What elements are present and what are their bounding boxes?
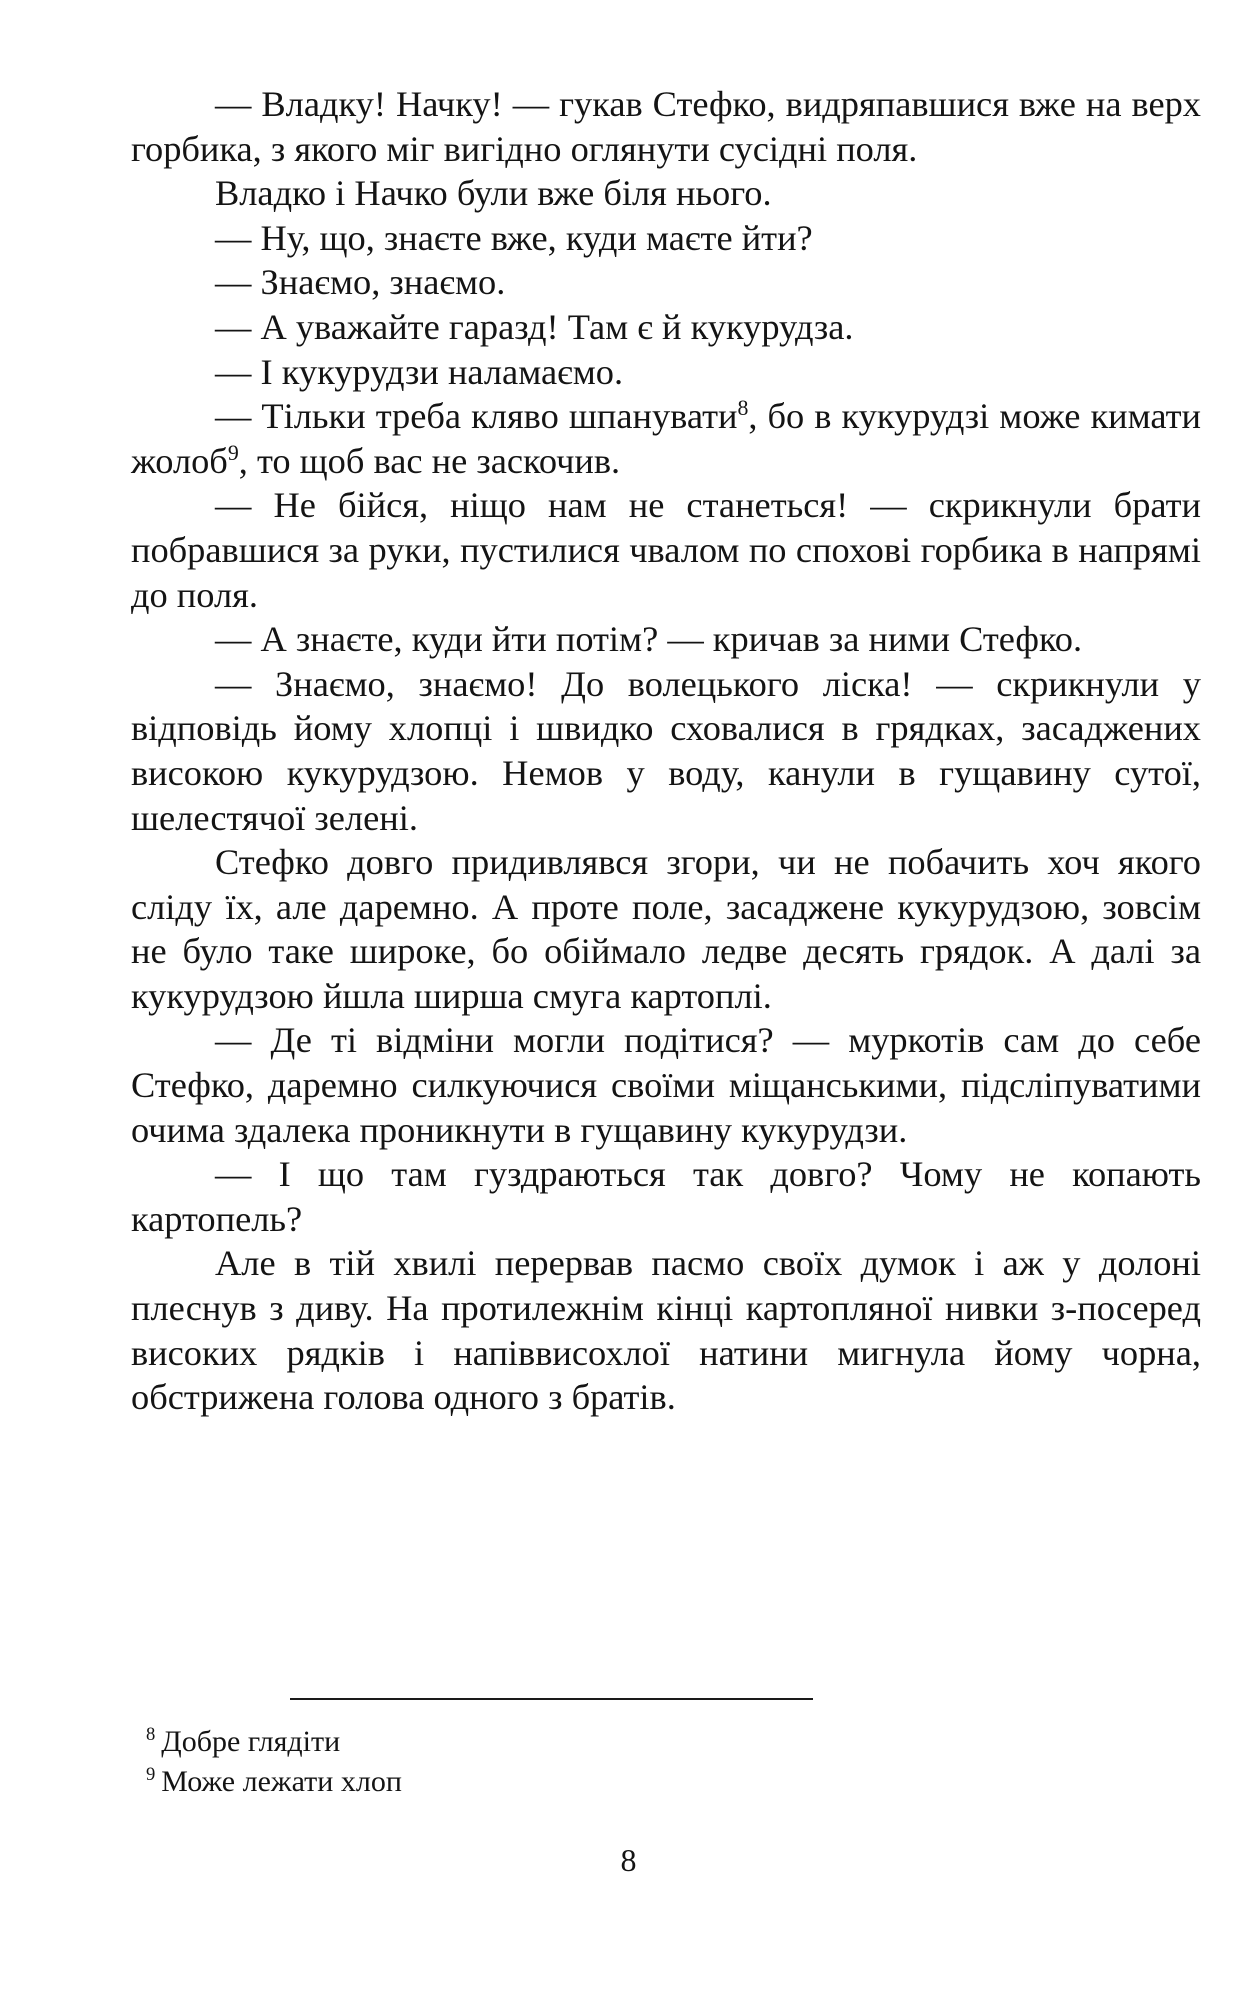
paragraph-text: , то щоб вас не заскочив. (238, 440, 621, 481)
footnote-divider (290, 1698, 813, 1700)
paragraph: — Знаємо, знаємо. (215, 262, 506, 303)
paragraph: — Ну, що, знаєте вже, куди маєте йти? (215, 217, 813, 258)
paragraph: — Де ті відміни могли подітися? — муркотів сам до себе Стефко, даремно силкуючися своїми міщанськими, підсліпуватими очима здалека проникнути в гущавину кукурудзи. (131, 1020, 1201, 1150)
paragraph: — А уважайте гаразд! Там є й кукурудза. (215, 306, 854, 347)
paragraph: Стефко довго придивлявся згори, чи не побачить хоч якого сліду їх, але даремно. А проте поле, засаджене кукурудзою, зовсім не було таке широке, бо обіймало ледве десять грядок. А далі за кукурудзою йшла ширша смуга картоплі. (131, 842, 1201, 1016)
footnote-number: 9 (146, 1764, 156, 1785)
main-text (131, 82, 1201, 1420)
footnote-text: Може лежати хлоп (161, 1765, 402, 1798)
footnotes (146, 1722, 1146, 1802)
paragraph: — А знаєте, куди йти потім? — кричав за ними Стефко. (215, 619, 1083, 660)
paragraph: Але в тій хвилі перервав пасмо своїх думок і аж у долоні плеснув з диву. На протилежнім кінці картопляної нивки з-посеред високих рядків і напіввисохлої натини мигнула йому чорна, обстрижена голова одного з братів. (131, 1243, 1201, 1418)
paragraph: — Владку! Начку! — гукав Стефко, видряпавшися вже на верх горбика, з якого міг вигідно оглянути сусідні поля. (131, 84, 1201, 169)
footnote-reference: 9 (227, 440, 239, 465)
footnote (146, 1722, 1146, 1762)
footnote-reference: 8 (737, 396, 749, 421)
footnote (146, 1762, 1146, 1802)
paragraph: — І кукурудзи наламаємо. (215, 351, 624, 392)
paragraph: — І що там гуздраються так довго? Чому не копають картопель? (131, 1154, 1201, 1239)
page-number: 8 (620, 1842, 637, 1878)
footnote-text: Добре глядіти (161, 1725, 341, 1758)
paragraph: — Не бійся, ніщо нам не станеться! — скрикнули брати побравшися за руки, пустилися чвалом по спохові горбика в напрямі до поля. (131, 485, 1201, 615)
footnote-number: 8 (146, 1724, 156, 1745)
paragraph-with-footnotes (131, 394, 1201, 483)
paragraph-text: — Тільки треба кляво шпанувати (215, 396, 738, 437)
paragraph: Владко і Начко були вже біля нього. (215, 173, 772, 214)
paragraph: — Знаємо, знаємо! До волецького ліска! — скрикнули у відповідь йому хлопці і швидко сховалися в грядках, засаджених високою кукурудзою. Немов у воду, канули в гущавину сутої, шелестячої зелені. (131, 663, 1201, 838)
paragraph-text: , бо в кукурудзі може кимати жолоб (131, 396, 1201, 481)
